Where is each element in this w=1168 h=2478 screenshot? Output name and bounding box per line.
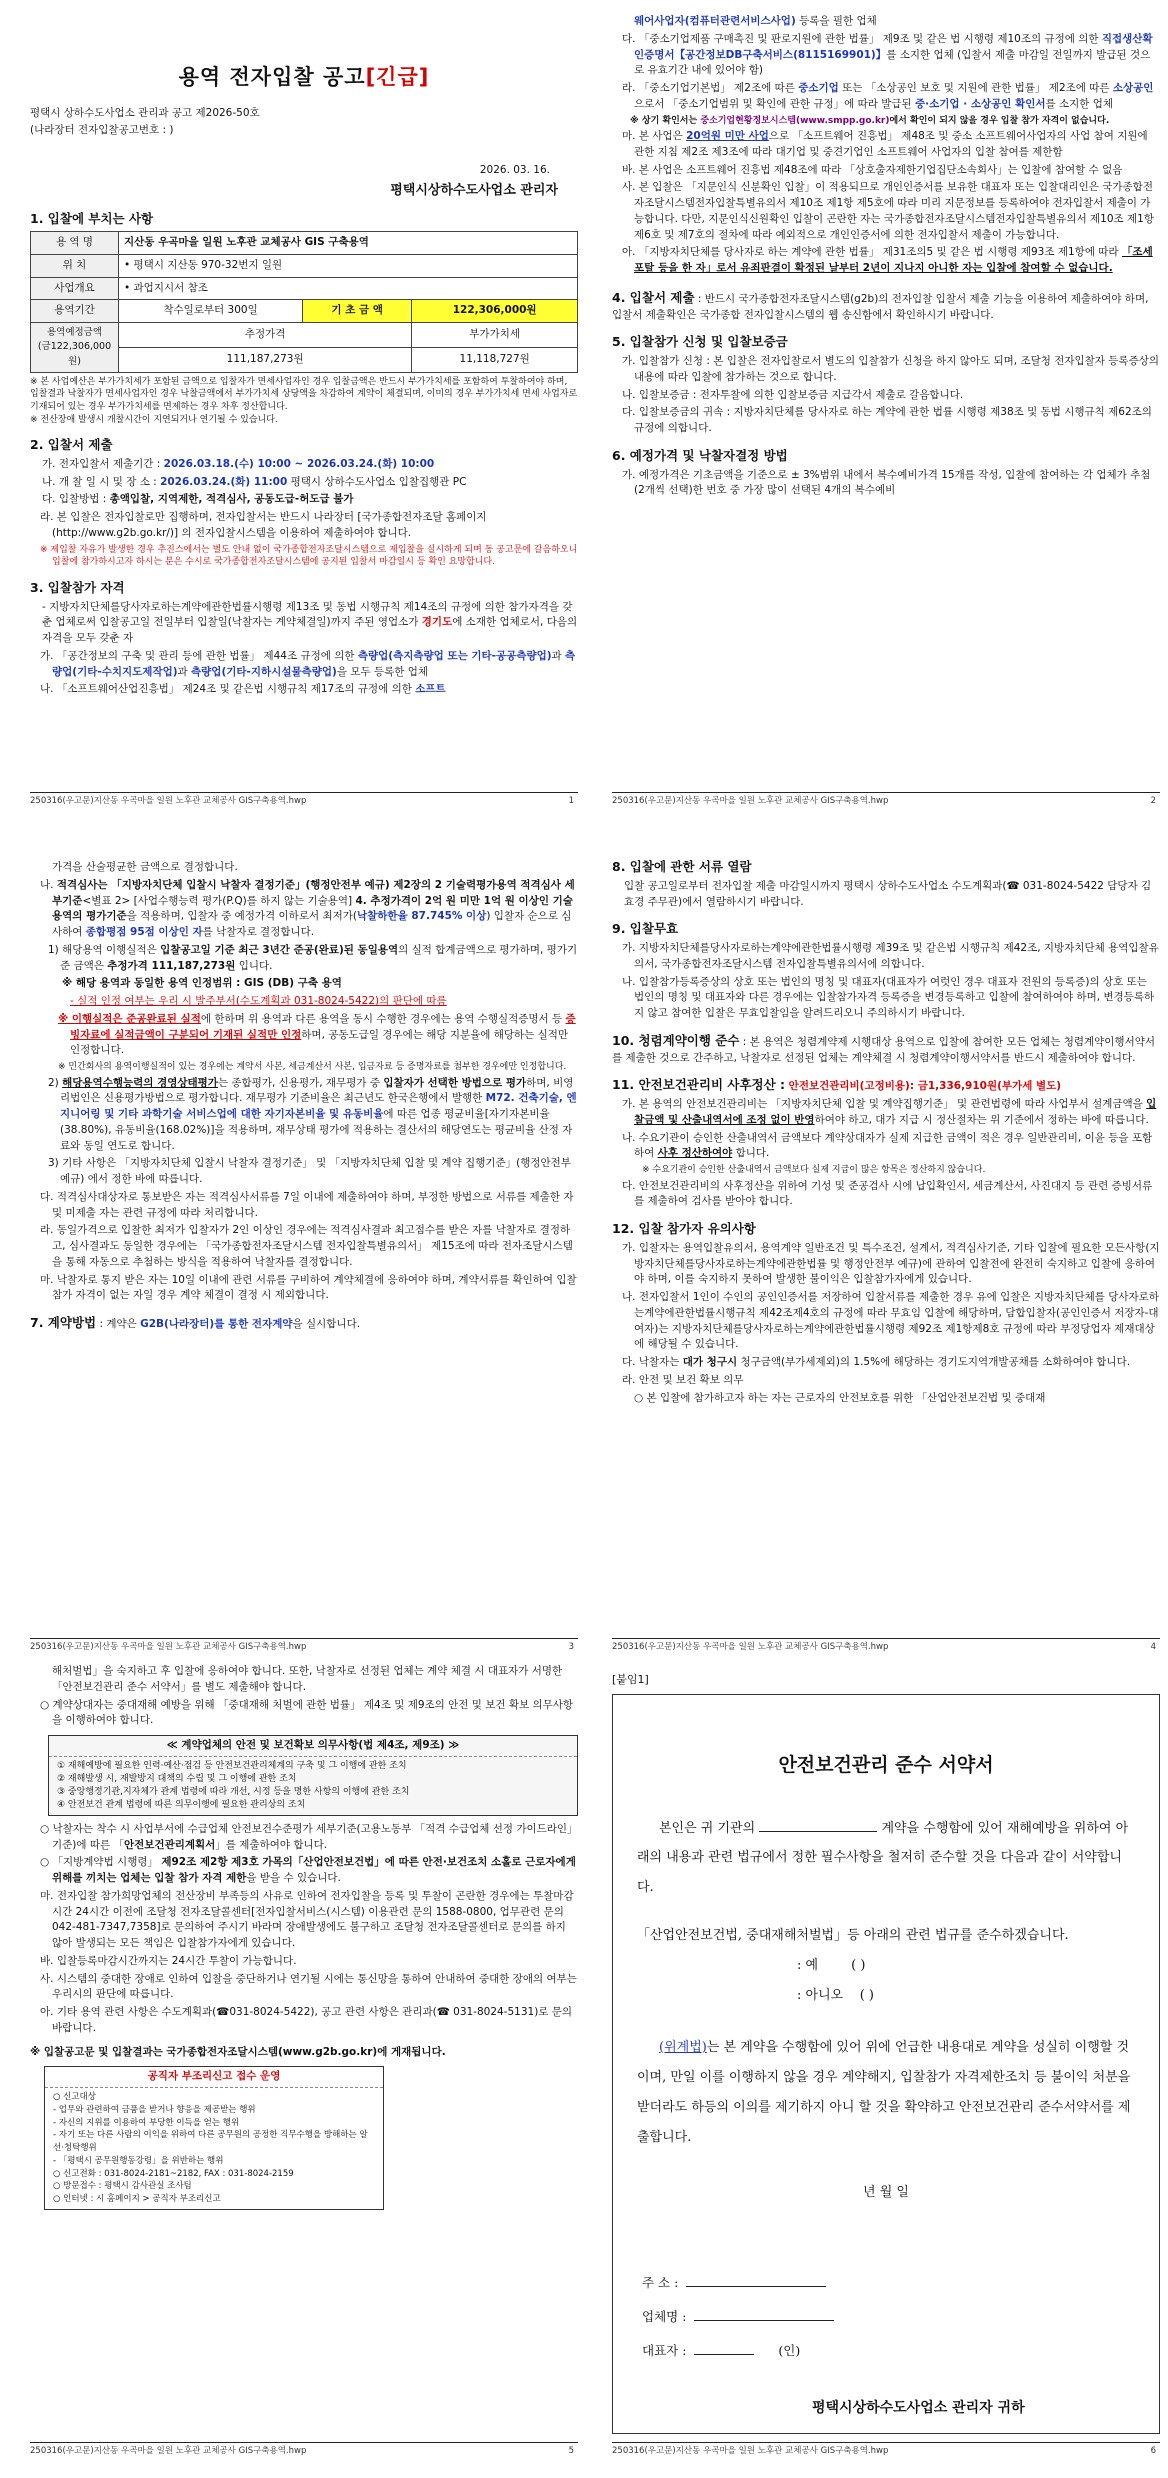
- publication-note: ※ 입찰공고문 및 입찰결과는 국가종합전자조달시스템(www.g2b.go.kr)에 게재됩니다.: [30, 2045, 446, 2058]
- contract-deadline: 마. 낙찰자로 통지 받은 자는 10일 이내에 관련 서류를 구비하여 계약체결에 응하여야 하며, 계약서류를 확인하여 입찰참가 자격이 없는 자일 경우 계약 체결이 결정 시 제외합니다.: [40, 1273, 577, 1302]
- bidder-note-b: 나. 전자입찰서 1인이 수인의 공인인증서를 저장하여 입찰서류를 제출한 경우 유에 입찰은 지방자치단체를 당사자로하는계약에관한법률시행규칙 제42조제4호의 규정에 따라 무효임 입찰에 해당하며, 담합입찰자(공인인증서 저장자-대여자)는 지방자치단체를당사자로하는계약에관한법률시행령 제92조 제1항제8호 규정에 따라 부정당업자 제재대상에 해당될 수 있습니다.: [622, 1291, 1159, 1351]
- record-evidence: ※ 이행실적은 준공완료된 실적에 한하며 위 용역과 다른 용역을 동시 수행한 경우에는 용역 수행실적증명서 등 증빙자료에 실적금액이 구분되어 기재된 실적만 인정하며, 공동도급일 경우에는 해당 지분율에 해당하는 실적만 인정합니다.: [58, 1012, 576, 1057]
- section-11-heading: 11. 안전보건관리비 사후정산 : 안전보건관리비(고정비용): 금1,336,910원(부가세 별도): [612, 1077, 1062, 1093]
- ombudsman-line: - 자기 또는 다른 사람의 이익을 위하여 다른 공무원의 공정한 직무수행을 방해하는 알선·청탁행위: [53, 2130, 368, 2154]
- section-6-heading: 6. 예정가격 및 낙찰자결정 방법: [612, 447, 788, 463]
- page-footer: 250316(우고문)지산동 우곡마을 일원 노후관 교체공사 GIS구축용역.hwp 1: [30, 792, 578, 812]
- section-8-heading: 8. 입찰에 관한 서류 열람: [612, 859, 752, 874]
- serious-accident-duty: ○ 계약상대자는 중대재해 예방을 위해 「중대재해 처벌에 관한 법률」 제4조 및 제9조의 안전 및 보건 확보 의무사항을 이행하여야 합니다.: [40, 1698, 574, 1727]
- tie-rule: 라. 동일가격으로 입찰한 최저가 입찰자가 2인 이상인 경우에는 적격심사결과 최고점수를 받은 자를 낙찰자로 결정하고, 심사결과도 동일한 경우에는 「국가종합전자조달시스템 전자입찰특별유의서」 제15조에 따라 전자조달시스템을 통해 자동으로 추첨하는 방식을 적용하여 낙찰자를 결정합니다.: [40, 1224, 573, 1268]
- rebid-warning: ※ 제입찰 자유가 발생한 경우 추진스에서는 별도 안내 없이 국가종합전자조달시스템으로 제입찰을 실시하게 되며 동 공고문에 갈음하오니 입찰에 참가하시고자 하시는 분은 수시로 국가종합전자조달시스템에 공지된 입찰서 마감일시 등 확인 요망합니다.: [40, 544, 578, 568]
- bid-info-table: 용 역 명 지산동 우곡마을 일원 노후관 교체공사 GIS 구축용역 위 치 • 평택시 지산동 970-32번지 일원 사업개요 • 과업지시서 참조 용역기간 착수일로부터 300일 기 초 금 액 122,306,000원 용역예정금액 (금122,306,000원) 추정가격 부가가치세 111,187,273원 11,118,727원: [30, 231, 578, 373]
- issuer: 평택시상하수도사업소 관리자: [390, 182, 558, 198]
- same-service-scope: ※ 해당 용역과 동일한 용역 인정범위 : GIS (DB) 구축 용역: [62, 977, 342, 990]
- eligibility-d-note: ※ 상기 확인서는 중소기업현황정보시스템(www.smpp.go.kr)에서 확인이 되지 않을 경우 입찰 참가 자격이 없습니다.: [630, 115, 1110, 126]
- page-footer: 250316(우고문)지산동 우곡마을 일원 노후관 교체공사 GIS구축용역.hwp 3: [30, 1638, 578, 1658]
- section-3-heading: 3. 입찰참가 자격: [30, 579, 125, 595]
- ombudsman-line: ○ 방문접수 : 평택시 감사관실 조사팀: [53, 2181, 192, 2192]
- bidder-note-g: 사. 시스템의 중대한 장애로 인하여 입찰을 중단하거나 연기될 시에는 통신망을 통하여 안내하여 중대한 장애의 여부는 우리시의 판단에 따릅니다.: [40, 1972, 577, 2001]
- ceo-field[interactable]: 대표자 : (인): [642, 2343, 801, 2358]
- duty-box: [48, 1735, 578, 1816]
- duty-item: ② 재해발생 시, 재발방지 대책의 수립 및 그 이행에 관한 조치: [57, 1773, 297, 1784]
- page-1: [30, 12, 578, 812]
- duty-item: ③ 중앙행정기관,지자체가 관계 법령에 따라 개선, 시정 등을 명한 사항의 이행에 관한 조치: [57, 1786, 410, 1797]
- page-4: [612, 858, 1160, 1658]
- section-4: 4. 입찰서 제출 : 반드시 국가종합전자조달시스템(g2b)의 전자입찰 입찰서 제출 기능을 이용하여 제출하여야 하며, 입찰서 제출확인은 국가종합 전자입찰시스템의 웹 송신함에서 확인하시기 바랍니다.: [612, 289, 1149, 321]
- contract-name-blank[interactable]: [759, 1831, 877, 1832]
- page-footer: 250316(우고문)지산동 우곡마을 일원 노후관 교체공사 GIS구축용역.hwp 4: [612, 1638, 1160, 1658]
- document-viewing: 입찰 공고일로부터 전자입찰 제출 마감일시까지 평택시 상하수도사업소 수도계획과(☎ 031-8024-5422 담당자 김효경 주무관)에서 열람하시기 바랍니다.: [624, 879, 1152, 908]
- screening-rule: 나. 적격심사는 「지방자치단체 입찰시 낙찰자 결정기준」(행정안전부 예규) 제2장의 2 기술력평가용역 적격심사 세부기준<별표 2> [사업수행능력 평가(P.Q)를 하지 않는 기술용역] 4. 추정가격이 2억 원 미만 1억 원 이상인 기술용역의 평가기준을 적용하며, 입찰자 중 예정가격 이하로서 최저가(낙찰하한율 87.745% 이상) 입찰자 순으로 심사하여 종합평점 95점 이상인 자를 낙찰자로 결정합니다.: [40, 878, 575, 938]
- company-field[interactable]: 업체명 :: [642, 2308, 834, 2327]
- bidder-note-c: 다. 낙찰자는 대가 청구시 청구금액(부가세제외)의 1.5%에 해당하는 경기도지역개발공채를 소화하여야 합니다.: [622, 1356, 1131, 1369]
- section-9-heading: 9. 입찰무효: [612, 921, 679, 937]
- submission-period: 가. 전자입찰서 제출기간 : 2026.03.18.(수) 10:00 ~ 2026.03.24.(화) 10:00: [42, 457, 435, 470]
- performance-record: 1) 해당용역 이행실적은 입찰공고일 기준 최근 3년간 준공(완료)된 동일용역의 실적 합계금액으로 평가하며, 평가기준 금액은 추정가격 111,187,273원 입니다.: [48, 943, 578, 972]
- deposit-attribution: 다. 입찰보증금의 귀속 : 지방자치단체를 당사자로 하는 계약에 관한 법률 시행령 제38조 및 동법 시행규칙 제62조의 규정에 의합니다.: [622, 406, 1152, 435]
- bidder-note-d1: ○ 본 입찰에 참가하고자 하는 자는 근로자의 안전보호를 위한 「산업안전보건법 및 중대재: [634, 1391, 1046, 1404]
- page-3: [30, 858, 578, 1658]
- private-record-note: ※ 민간회사의 용역이행실적이 있는 경우에는 계약서 사본, 세금계산서 사본, 입금자료 등 증명자료를 첨부한 경우에만 인정합니다.: [58, 1062, 567, 1072]
- eligibility-b-cont: 웨어사업자(컴퓨터관련서비스사업) 등록을 필한 업체: [634, 15, 877, 27]
- oath-paragraph-3: (위계법)는 본 계약을 수행함에 있어 위에 언급한 내용대로 계약을 성실히 이행할 것이며, 만일 이를 이행하지 않을 경우 계약해지, 입찰참가 자격제한조치 등 불이익 처분을 받더라도 하등의 이의를 제기하지 아니 할 것을 확약하고 안전보건관리 준수서약서를 제출합니다.: [637, 2039, 1131, 2145]
- eligibility-c: 다. 「중소기업제품 구매촉진 및 판로지원에 관한 법률」 제9조 및 같은 법 시행령 제10조의 규정에 의한 직접생산확인증명서【공간정보DB구축서비스(8115169901)】를 소지한 업체 (입찰서 제출 마감일 전일까지 발급된 것으로 유효기간 내에 있어야 함): [622, 32, 1153, 77]
- choice-yes[interactable]: : 예 ( ): [797, 1958, 866, 1974]
- participation: 가. 입찰참가 신청 : 본 입찰은 전자입찰로서 별도의 입찰참가 신청을 하지 않아도 되며, 조달청 전자입찰자 등록증상의 내용에 따라 입찰에 참가하는 것으로 합니다.: [622, 355, 1159, 383]
- bidder-note-d: 라. 안전 및 보건 확보 의무: [622, 1373, 744, 1386]
- oath-title: 안전보건관리 준수 서약서: [778, 1754, 994, 1776]
- bid-method: 다. 입찰방법 : 총액입찰, 지역제한, 적격심사, 공동도급-허도급 불가: [42, 493, 354, 506]
- oath-paragraph-2: 「산업안전보건법, 중대재해처벌법」등 아래의 관련 법규를 준수하겠습니다.: [637, 1928, 1069, 1944]
- narajangteo-number: (나라장터 전자입찰공고번호 : ): [30, 124, 174, 137]
- safety-cost-b: 나. 수요기관이 승인한 산출내역서 금액보다 계약상대자가 실제 지급한 금액이 적은 경우 일반관리비, 이윤 등을 포함하여 사후 정산하여야 합니다.: [622, 1131, 1153, 1160]
- record-judgement: - 실적 인정 여부는 우리 시 발주부서(수도계획과 031-8024-5422)의 판단에 따름: [70, 995, 447, 1007]
- notice-number: 평택시 상하수도사업소 관리과 공고 제2026-50호: [30, 106, 260, 119]
- oath-recipient: 평택시상하수도사업소 관리자 귀하: [812, 2400, 1025, 2416]
- oath-paragraph-1: 본인은 귀 기관의 계약을 수행함에 있어 재해예방을 위하여 아래의 내용과 관련 법규에서 정한 필수사항을 철저히 준수할 것을 다음과 같이 서약합니다.: [637, 1820, 1129, 1896]
- bidder-note-h: 아. 기타 용역 관련 사항은 수도계획과(☎031-8024-5422), 공고 관련 사항은 관리과(☎ 031-8024-5131)로 문의 바랍니다.: [40, 2006, 573, 2034]
- ombudsman-line: ○ 신고대상: [53, 2092, 96, 2103]
- restriction-rule: ○ 「지방계약법 시행령」 제92조 제2항 제3호 가목의「산업안전보건법」에 따른 안전·보건조치 소홀로 근로자에게 위해를 끼치는 업체는 입찰 참가 자격 제한을 받을 수 있습니다.: [40, 1856, 576, 1885]
- oath-date: 년 월 일: [863, 2185, 909, 2201]
- eligibility-f: 바. 본 사업은 소프트웨어 진흥법 제48조에 따라 「상호출자제한기업집단소속회사」는 입찰에 참여할 수 없음: [622, 163, 1123, 176]
- eligibility-a: 가. 「공간정보의 구축 및 관리 등에 관한 법률」 제44조 규정에 의한 측량업(측지측량업 또는 기타-공공측량업)과 측량업(기타-수치지도제작업)과 측량업(기타-지하시설물측량업)을 모두 등록한 업체: [40, 649, 576, 678]
- estimate-price: 가. 예정가격은 기초금액을 기준으로 ± 3%범위 내에서 복수예비가격 15개를 작성, 입찰에 참여하는 각 업체가 추첨(2개씩 선택)한 번호 중 가장 많이 선택된 4개의 복수예비: [622, 468, 1151, 497]
- invalid-a: 가. 지방자치단체를당사자로하는계약에관한법률시행령 제39조 및 같은법 시행규칙 제42조, 지방자치단체 용역입찰유의서, 국가종합전자조달시스템 전자입찰특별유의서에 의합니다.: [622, 942, 1159, 970]
- duty-box-title: ≪ 계약업체의 안전 및 보건확보 의무사항(법 제4조, 제9조) ≫: [49, 1736, 577, 1757]
- choice-no[interactable]: : 아니오 ( ): [797, 1987, 874, 2003]
- eligibility-g: 사. 본 입찰은 「지문인식 신분확인 입찰」이 적용되므로 개인인증서를 보유한 대표자 또는 입찰대리인은 국가종합전자조달시스템전자입찰특별유의서 제10조 제1항 제5호에 따라 미리 지문정보를 등록하여야 전자입찰서 제출이 가능합니다. 다만, 지문인식신원확인 입찰이 곤란한 자는 국가종합전자조달시스템전자입찰특별유의서 제10조 제1항 제6호 및 제7호의 절차에 따라 예외적으로 개인인증서에 의한 전자입찰서 제출이 가능합니다.: [622, 181, 1154, 241]
- section-12-heading: 12. 입찰 참가자 유의사항: [612, 1221, 756, 1237]
- ombudsman-line: ○ 인터넷 : 시 홈페이지 > 공직자 부조리신고: [53, 2194, 221, 2205]
- invalid-b: 나. 입찰참가등록증상의 상호 또는 법인의 명칭 및 대표자(대표자가 여럿인 경우 대표자 전원의 등록증)의 상호 또는 법인의 명칭 및 대표자와 다른 경우에는 입찰참가자격 등록증을 변경등록하고 입찰에 참여하여야 하며, 변경등록하지 않고 참여한 입찰은 무효입찰임을 알려드리오니 주의하시기 바랍니다.: [622, 975, 1155, 1019]
- eligibility-h: 아. 「지방자치단체를 당사자로 하는 계약에 관한 법률」 제31조의5 및 같은 법 시행령 제93조 제1항에 따라 「조세포탈 등을 한 자」로서 유죄판결이 확정된 날부터 2년이 지나지 아니한 자는 입찰에 참여할 수 없습니다.: [622, 246, 1153, 275]
- screening-docs: 다. 적격심사대상자로 통보받은 자는 적격심사서류를 7일 이내에 제출하여야 하며, 부정한 방법으로 서류를 제출한 자 및 미제출 자는 관련 규정에 따라 처리합니다.: [40, 1190, 574, 1219]
- vat-note: ※ 본 사업예산은 부가가치세가 포함된 금액으로 입찰자가 면세사업자인 경우 입찰금액은 반드시 부가가치세를 포함하여 투찰하여야 하며, 입찰결과 낙찰자가 면세사업자인 경우 낙찰금액에서 부가가치세 상당액을 차감하여 계약이 체결되며, 이미의 경우 부가가치세 면세 사업자로 기재되어 있는 경우 부가가치세를 면제하는 경우 차후 정산합니다.: [30, 376, 578, 412]
- estimate-price-cont: 가격을 산술평균한 금액으로 결정합니다.: [52, 861, 238, 873]
- safety-cost-a: 가. 본 용역의 안전보건관리비는 「지방자치단체 입찰 및 계약집행기준」 및 관련법령에 따라 사업부서 설계금액을 입찰금액 및 산출내역서에 조정 없이 반영하여야 하고, 대가 지급 시 정산절차는 위 기준에서 정하는 바에 따릅니다.: [622, 1098, 1157, 1126]
- safety-cost-note: ※ 수요기관이 승인한 산출내역서 금액보다 실제 지급이 많은 항목은 정산하지 않습니다.: [642, 1165, 986, 1175]
- section-1-heading: 1. 입찰에 부치는 사항: [30, 211, 154, 227]
- ombudsman-box: [44, 2066, 384, 2210]
- deposit: 나. 입찰보증금 : 전자투찰에 의한 입찰보증금 지급각서 제출로 갈음합니다.: [622, 388, 964, 401]
- eligibility-d: 라. 「중소기업기본법」 제2조에 따른 중소기업 또는 「소상공인 보호 및 지원에 관한 법률」 제2조에 따른 소상공인으로서 「중소기업범위 및 확인에 관한 규정」에 따라 발급된 중·소기업 · 소상공인 확인서를 소지한 업체: [622, 82, 1154, 110]
- address-field[interactable]: 주 소 :: [642, 2274, 826, 2293]
- opening-time: 나. 개 찰 일 시 및 장 소 : 2026.03.24.(화) 11:00 평택시 상하수도사업소 입찰집행관 PC: [42, 475, 467, 488]
- page-5: [30, 1662, 578, 2462]
- page-footer: 250316(우고문)지산동 우곡마을 일원 노후관 교체공사 GIS구축용역.hwp 2: [612, 792, 1160, 812]
- section-7: 7. 계약방법 : 계약은 G2B(나라장터)를 통한 전자계약을 실시합니다.: [30, 1315, 361, 1331]
- section-5-heading: 5. 입찰참가 신청 및 입찰보증금: [612, 334, 788, 350]
- bidder-note-a: 가. 입찰자는 용역입찰유의서, 용역계약 일반조건 및 특수조건, 설계서, 적격심사기준, 기타 입찰에 필요한 모든사항(지방자치단체를당사자로하는계약에관한법률 및 행정안전부 예규)에 관하여 입찰전에 완전히 숙지하고 입찰에 응하여야 하며, 이를 숙지하지 못하여 발생한 불이익은 입찰참가자에게 있습니다.: [622, 1241, 1160, 1286]
- notice-date: 2026. 03. 16.: [479, 164, 550, 176]
- outage-note: ※ 전산장애 발생시 개찰시간이 지연되거나 연기될 수 있습니다.: [30, 414, 278, 425]
- page-2: [612, 12, 1160, 812]
- eligibility-e: 마. 본 사업은 20억원 미만 사업으로 「소프트웨어 진흥법」 제48조 및 중소 소프트웨어사업자의 사업 참여 지원에 관한 지침 제2조 제3조에 따라 대기업 및 중견기업인 소프트웨어 사업자의 입찰 참여를 제한함: [622, 130, 1148, 158]
- section-2-heading: 2. 입찰서 제출: [30, 437, 113, 453]
- ombudsman-title: 공직자 부조리신고 접수 운영: [45, 2067, 383, 2088]
- section-10: 10. 청렴계약이행 준수 : 본 용역은 청렴계약제 시행대상 용역으로 입찰에 참여한 모든 업체는 청렴계약이행서약서를 제출한 것으로 간주하고, 낙찰자로 선정된 업체는 계약체결 시 청렴계약이행서약서를 반드시 제출하여야 합니다.: [612, 1032, 1155, 1064]
- duty-item: ① 재해예방에 필요한 인력·예산·점검 등 안전보건관리체계의 구축 및 그 이행에 관한 조치: [57, 1760, 407, 1771]
- bidder-note-e: 마. 전자입찰 참가희망업체의 전산장비 부족등의 사유로 인하여 전자입찰을 등록 및 투찰이 곤란한 경우에는 투찰마감시간 24시간 이전에 조달청 전자조달콜센터[전자입찰서비스(시스템) 이용관련 문의 1588-0800, 업무관련 문의 042-481-7347,7358]로 문의하여 주시기 바라며 장애발생에도 불구하고 조달청 전자조달콜센터로 문의를 하지 않아 발생되는 모든 책임은 입찰참가자에게 있습니다.: [40, 1889, 574, 1950]
- ombudsman-line: - 업무와 관련하여 금품을 받거나 향응을 제공받는 행위: [53, 2104, 256, 2115]
- ombudsman-line: - 「평택시 공무원행동강령」을 위반하는 행위: [53, 2155, 224, 2166]
- notice-title: 용역 전자입찰 공고[긴급]: [178, 65, 430, 89]
- safety-plan-rule: ○ 낙찰자는 착수 시 사업부서에 수급업체 안전보건수준평가 세부기준(고용노동부 「적격 수급업체 선정 가이드라인」 기준)에 따른 「안전보건관리계획서」를 제출하여야 합니다.: [40, 1822, 578, 1851]
- safety-cost-c: 다. 안전보건관리비의 사후정산을 위하여 기성 및 준공검사 시에 납입확인서, 세금계산서, 사진대지 등 관련 증빙서류를 제출하여 검사를 받아야 합니다.: [622, 1179, 1153, 1208]
- page-footer: 250316(우고문)지산동 우곡마을 일원 노후관 교체공사 GIS구축용역.hwp 6: [612, 2442, 1160, 2462]
- financial-evaluation: 2) 해당용역수행능력의 경영상태평가는 종합평가, 신용평가, 재무평가 중 입찰자가 선택한 방법으로 평가하며, 비영리법인은 신용평가방법으로 평가합니다. 재무평가 기준비율은 최근년도 한국은행에서 발행한 M72. 건축기술, 엔지니어링 및 기타 과학기술 서비스업에 대한 자기자본비율 및 유동비율에 따른 업종 평균비율[자기자본비율(38.80%), 유동비율(168.02%)]을 적용하며, 재무상태 평가에 적용하는 결산서의 해당연도는 평균비율 산정 자료와 동일 연도로 합니다.: [48, 1076, 577, 1152]
- duty-item: ④ 안전보건 관계 법령에 따른 의무이행에 필요한 관리상의 조치: [57, 1799, 306, 1810]
- bidder-note-f: 바. 입찰등록마감시간까지는 24시간 투찰이 가능합니다.: [40, 1954, 297, 1967]
- other-criteria: 3) 기타 사항은 「지방자치단체 입찰시 낙찰자 결정기준」 및 「지방자치단체 입찰 및 계약 집행기준」(행정안전부 예규) 에서 정한 바에 따릅니다.: [48, 1157, 571, 1186]
- eligibility-intro: - 지방자치단체를당사자로하는계약에관한법률시행령 제13조 및 동법 시행규칙 제14조의 규정에 의한 참가자격을 갖춘 업체로써 입찰공고일 전일부터 입찰일(낙찰자는 계약체결일)까지 주된 영업소가 경기도에 소재한 업체로서, 다음의 자격을 모두 갖춘 자: [42, 600, 578, 645]
- ombudsman-line: ○ 신고전화 : 031-8024-2181~2182, FAX : 031-8024-2159: [53, 2168, 294, 2179]
- ombudsman-line: - 자신의 지위를 이용하여 부당한 이득을 얻는 행위: [53, 2117, 240, 2128]
- eligibility-b: 나. 「소프트웨어산업진흥법」 제24조 및 같은법 시행규칙 제17조의 규정에 의한 소프트: [40, 683, 446, 696]
- attachment-tag: [붙임1]: [612, 1673, 649, 1686]
- safety-cont: 해처벌법」을 숙지하고 후 입찰에 응하여야 합니다. 또한, 낙찰자로 선정된 업체는 계약 체결 시 대표자가 서명한 「안전보건관리 준수 서약서」를 별도 제출해야 합니다.: [52, 1665, 563, 1693]
- page-footer: 250316(우고문)지산동 우곡마을 일원 노후관 교체공사 GIS구축용역.hwp 5: [30, 2442, 578, 2462]
- page-6: [612, 1662, 1160, 2462]
- e-bid-rule: 라. 본 입찰은 전자입찰로만 집행하며, 전자입찰서는 반드시 나라장터 [국가종합전자조달 홈페이지(http://www.g2b.go.kr/)] 의 전자입찰시스템을 이용하여 제출하여야 합니다.: [40, 511, 487, 539]
